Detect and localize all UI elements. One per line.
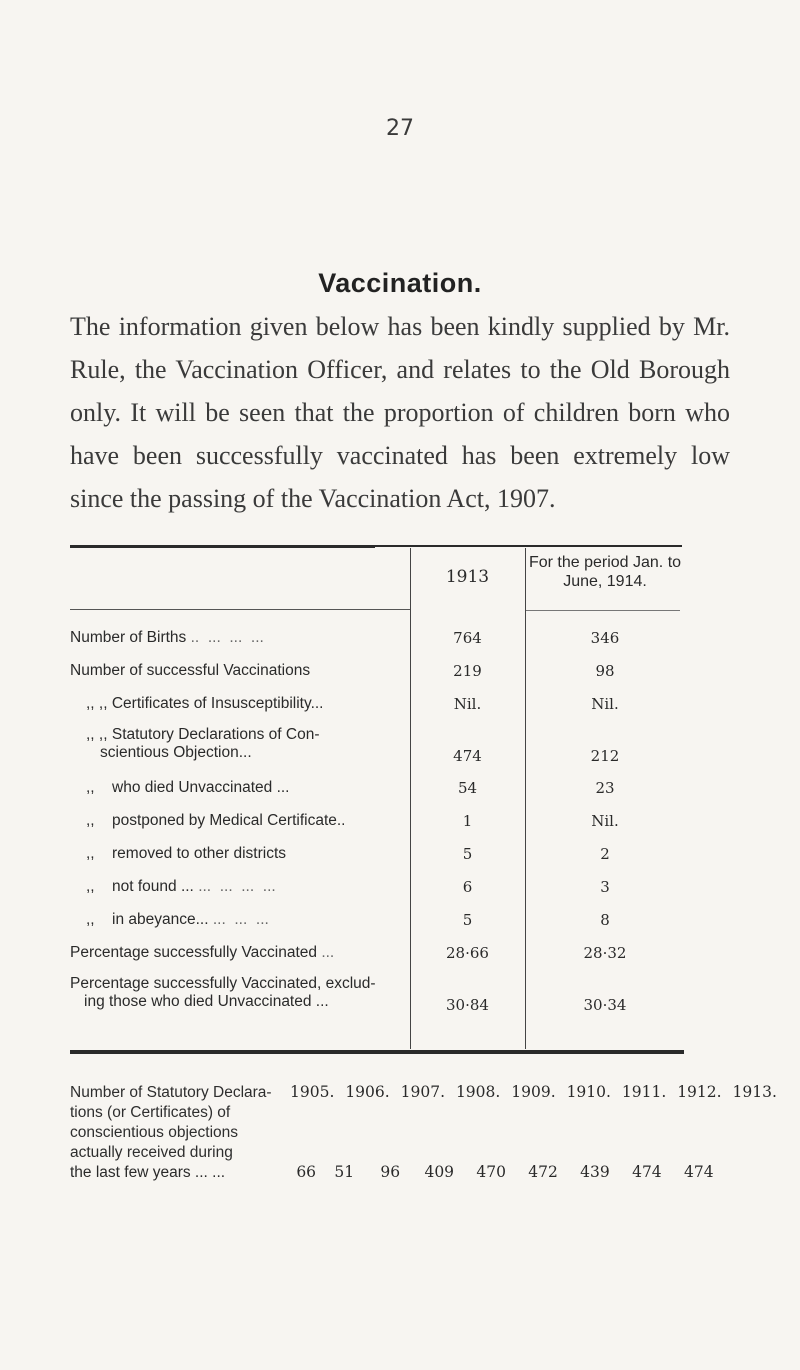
page-title: Vaccination. xyxy=(318,268,482,298)
ditto-mark: ,, xyxy=(86,845,95,862)
statement-last-line: the last few years ... ... xyxy=(70,1164,226,1181)
year: 1905. xyxy=(290,1083,335,1101)
count: 96 xyxy=(380,1163,401,1181)
row-label: Percentage successfully Vaccinated ... xyxy=(70,944,335,961)
row-label: Percentage successfully Vaccinated, exclud- ing those who died Unvaccinated ... xyxy=(70,975,376,1010)
statement-text: Number of Statutory Declara- tions (or Certificates) of conscientious objections actually received during xyxy=(70,1084,272,1161)
value-1913: 6 xyxy=(462,878,473,896)
table-top-rule xyxy=(375,545,682,547)
row-label: Number of successful Vaccinations xyxy=(70,662,311,679)
count: 409 xyxy=(424,1163,455,1181)
row-label: ,, in abeyance... ... ... ... xyxy=(86,911,269,928)
table-top-rule xyxy=(70,545,375,548)
years-row xyxy=(290,1083,777,1101)
value-1914: 98 xyxy=(595,662,615,680)
value-1913: 30·84 xyxy=(446,996,489,1014)
row-label: ,, ,, Statutory Declarations of Con- scientious Objection... xyxy=(86,726,320,761)
ditto-mark: ,, xyxy=(86,779,95,796)
value-1914: 346 xyxy=(590,629,620,647)
value-1914: Nil. xyxy=(591,812,619,830)
value-1913: 1 xyxy=(462,812,473,830)
row-label: ,, who died Unvaccinated ... xyxy=(86,779,290,796)
ditto-mark: ,, ,, xyxy=(86,726,108,743)
value-1913: 219 xyxy=(453,662,482,680)
value-1913: 5 xyxy=(462,845,473,863)
column-divider xyxy=(410,548,411,1049)
value-1913: 54 xyxy=(457,779,478,797)
count: 51 xyxy=(334,1163,355,1181)
year: 1909. xyxy=(511,1083,556,1101)
value-1914: 8 xyxy=(600,911,610,929)
count: 439 xyxy=(580,1163,610,1181)
year: 1908. xyxy=(455,1083,501,1101)
ditto-mark: ,, xyxy=(86,911,95,928)
value-1914: 23 xyxy=(595,779,615,797)
count: 474 xyxy=(683,1163,714,1181)
header-period: For the period Jan. to June, 1914. xyxy=(528,554,682,590)
value-1913: 28·66 xyxy=(446,944,489,962)
year: 1906. xyxy=(345,1083,390,1101)
row-label: ,, not found ... ... ... ... ... xyxy=(86,878,276,895)
value-1914: 2 xyxy=(600,845,610,863)
row-label: ,, ,, Certificates of Insusceptibility... xyxy=(86,695,324,712)
year: 1911. xyxy=(621,1083,667,1101)
ditto-mark: ,, xyxy=(86,878,95,895)
row-label: Number of Births .. ... ... ... xyxy=(70,629,264,646)
header-rule xyxy=(70,609,410,610)
value-1914: 212 xyxy=(590,747,620,765)
year: 1912. xyxy=(677,1083,722,1101)
counts-row xyxy=(70,1163,750,1182)
value-1914: 3 xyxy=(600,878,610,896)
value-1914: Nil. xyxy=(591,695,619,713)
count: 470 xyxy=(476,1163,506,1181)
header-1913: 1913 xyxy=(445,567,490,587)
value-1914: 28·32 xyxy=(583,944,627,962)
header-rule xyxy=(525,610,680,611)
ditto-mark: ,, xyxy=(86,812,95,829)
value-1913: 474 xyxy=(453,747,482,765)
year: 1907. xyxy=(400,1083,445,1101)
value-1913: 764 xyxy=(453,629,482,647)
value-1913: Nil. xyxy=(453,695,482,713)
year: 1913. xyxy=(732,1083,777,1101)
ditto-mark: ,, ,, xyxy=(86,695,108,712)
count: 472 xyxy=(528,1163,558,1181)
row-label: ,, postponed by Medical Certificate.. xyxy=(86,812,346,829)
vaccination-table xyxy=(70,545,684,973)
count: 66 xyxy=(296,1163,317,1181)
intro-paragraph: The information given below has been kindly supplied by Mr. Rule, the Vaccination Officer, and relates to the Old Borough only. It will be seen that the proportion of children born who have been successfully vaccinated has been extremely low since the passing of the Vaccination Act, 1907. xyxy=(70,312,730,513)
count: 474 xyxy=(632,1163,662,1181)
page-number: 27 xyxy=(386,116,414,141)
column-divider xyxy=(525,548,526,1049)
value-1913: 5 xyxy=(462,911,473,929)
year: 1910. xyxy=(566,1083,611,1101)
table-bottom-rule xyxy=(70,1050,684,1054)
row-label: ,, removed to other districts xyxy=(86,845,287,862)
value-1914: 30·34 xyxy=(583,996,627,1014)
